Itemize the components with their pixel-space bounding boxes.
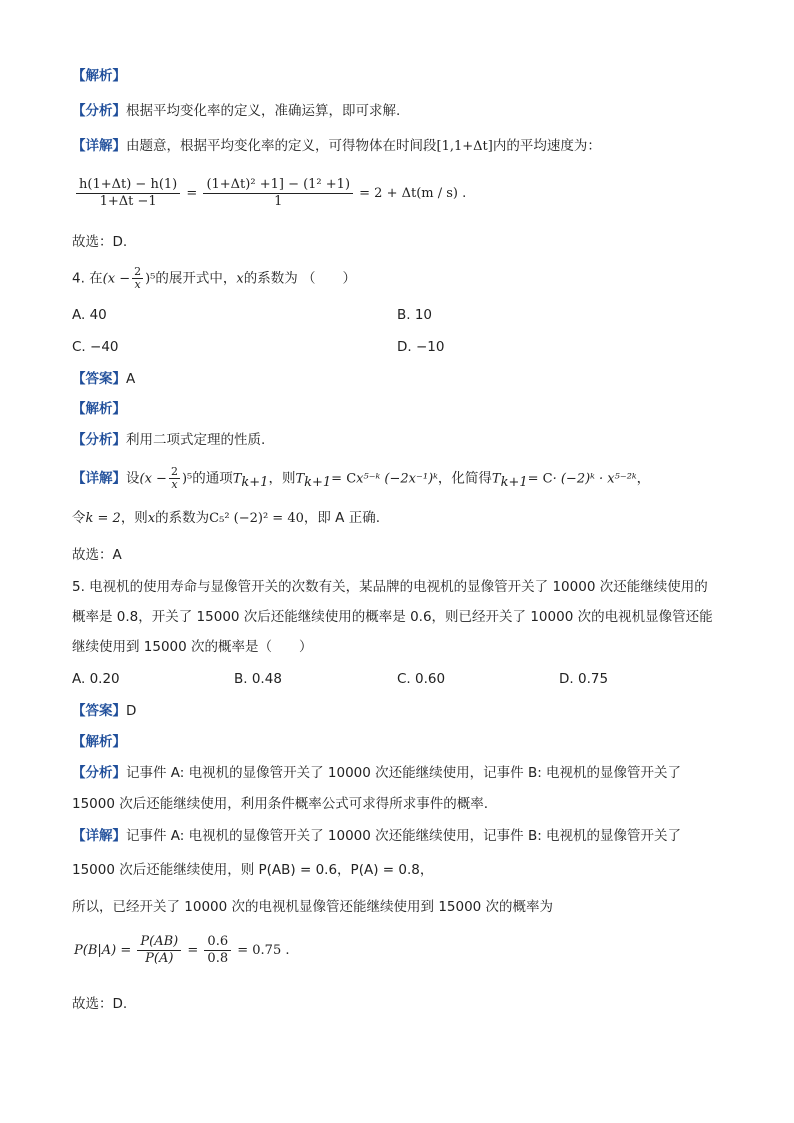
- q5-xiangjie-line3: 所以，已经开关了 10000 次的电视机显像管还能继续使用到 15000 次的概率为: [72, 899, 554, 915]
- q5-answer-line: 故选：D.: [72, 996, 128, 1012]
- q5-fenxi-line1: 【分析】记事件 A: 电视机的显像管开关了 10000 次还能继续使用，记事件 B: 电视机的显像管开关了: [72, 765, 682, 781]
- jiexi-heading-1: 【解析】: [72, 68, 126, 84]
- q5-option-c: C. 0.60: [397, 671, 446, 687]
- q4-jiexi-heading: 【解析】: [72, 401, 126, 417]
- q5-stem-line2: 概率是 0.8，开关了 15000 次后还能继续使用的概率是 0.6，则已经开关了 10000 次的电视机显像管还能: [72, 609, 713, 625]
- q4-answer-line: 故选：A: [72, 547, 122, 563]
- q4-xiangjie: 【详解】设(x − $\frac{2}{x}$ )⁵的通项$T_{k+1}$，则$T_{k+1}=$ Cx⁵⁻ᵏ (−2x⁻¹)ᵏ，化简得$T_{k+1}= C\cdot$ (−2)ᵏ · x⁵⁻²ᵏ，: [72, 465, 651, 491]
- q4-option-d: D. −10: [397, 339, 445, 355]
- q4-option-b: B. 10: [397, 307, 433, 323]
- q5-option-a: A. 0.20: [72, 671, 120, 687]
- q5-answer: 【答案】D: [72, 703, 137, 719]
- q5-xiangjie-line1: 【详解】记事件 A: 电视机的显像管开关了 10000 次还能继续使用，记事件 B: 电视机的显像管开关了: [72, 828, 682, 844]
- xiangjie-line-1: 【详解】由题意，根据平均变化率的定义，可得物体在时间段[1,1+Δt]内的平均速度为：: [72, 138, 601, 154]
- q4-option-c: C. −40: [72, 339, 119, 355]
- q4-stem: 4. 在(x − $\frac{2}{x}$ )⁵的展开式中，x的系数为 （ ）: [72, 265, 357, 291]
- q5-option-d: D. 0.75: [559, 671, 609, 687]
- q4-answer: 【答案】A: [72, 371, 136, 387]
- q5-jiexi-heading: 【解析】: [72, 734, 126, 750]
- q5-fenxi-line2: 15000 次后还能继续使用，利用条件概率公式可求得所求事件的概率.: [72, 796, 489, 812]
- fenxi-line-1: 【分析】根据平均变化率的定义，准确运算，即可求解.: [72, 103, 401, 119]
- conditional-probability-formula: P(B|A) = $\frac{P(AB)}{P(A)}$ = $\frac{0.6}{0.8}$ = 0.75 .: [74, 934, 290, 966]
- q4-ling-line: 令k = 2，则x的系数为C₅² (−2)² = 40，即 A 正确.: [72, 510, 380, 526]
- q5-xiangjie-line2: 15000 次后还能继续使用，则 P(AB) = 0.6，P(A) = 0.8，: [72, 862, 434, 878]
- answer-line-1: 故选：D.: [72, 234, 128, 250]
- q4-option-a: A. 40: [72, 307, 107, 323]
- q5-option-b: B. 0.48: [234, 671, 282, 687]
- q4-fenxi: 【分析】利用二项式定理的性质.: [72, 432, 266, 448]
- q5-stem-line3: 继续使用到 15000 次的概率是（ ）: [72, 639, 313, 655]
- avg-velocity-formula: $\frac{h(1+\Delta t) - h(1)}{1+\Delta t -1}$ = $\frac{\text{(1+Δt)² +1] − (1² +1)}}{1}$ = 2 + Δt(m / s) .: [74, 177, 466, 210]
- q5-stem-line1: 5. 电视机的使用寿命与显像管开关的次数有关，某品牌的电视机的显像管开关了 10000 次还能继续使用的: [72, 579, 708, 595]
